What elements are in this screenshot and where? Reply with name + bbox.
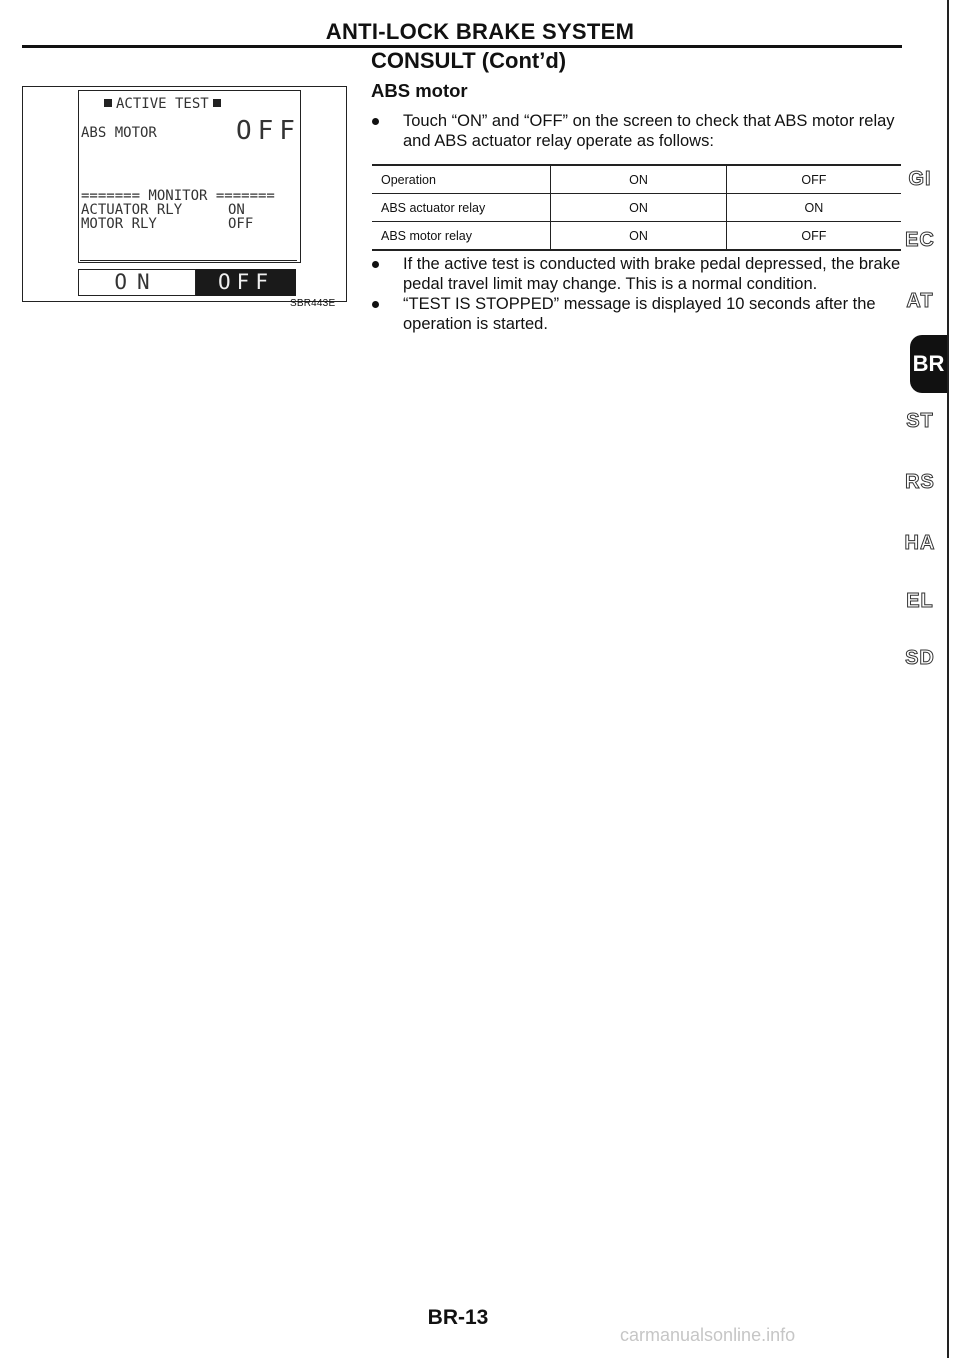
bullet-item xyxy=(403,254,903,294)
square-icon xyxy=(104,99,112,107)
test-item-label: ABS MOTOR xyxy=(81,125,157,141)
table-header-cell: OFF xyxy=(726,165,901,194)
page-number: BR-13 xyxy=(427,1306,489,1329)
monitor-header: ======= MONITOR ======= xyxy=(81,188,275,204)
table-header-row xyxy=(372,165,901,194)
watermark: carmanualsonline.info xyxy=(620,1325,796,1345)
section-title: CONSULT (Cont’d) xyxy=(371,48,567,73)
page-edge-rule xyxy=(947,0,949,1358)
side-tab-ec[interactable]: EC xyxy=(905,229,935,251)
operation-table xyxy=(372,164,901,251)
side-tab-gi[interactable]: GI xyxy=(908,168,932,190)
on-button[interactable]: ON xyxy=(78,269,196,296)
bullet-item xyxy=(403,111,903,151)
test-item-value: OFF xyxy=(236,116,301,146)
table-cell: ABS motor relay xyxy=(372,222,551,251)
monitor-row-label: ACTUATOR RLY xyxy=(81,202,183,218)
square-icon xyxy=(213,99,221,107)
bullet-text: “TEST IS STOPPED” message is displayed 10 seconds after the operation is started. xyxy=(403,295,876,333)
side-tab-sd[interactable]: SD xyxy=(905,647,935,669)
bullet-text: Touch “ON” and “OFF” on the screen to check that ABS motor relay and ABS actuator relay operate as follows: xyxy=(403,112,895,150)
side-tab-ha[interactable]: HA xyxy=(904,532,936,554)
table-cell: ON xyxy=(726,194,901,222)
monitor-row-label: MOTOR RLY xyxy=(81,216,157,232)
off-button[interactable]: OFF xyxy=(196,269,296,296)
bullet-item xyxy=(403,294,903,334)
screen-header-text: ACTIVE TEST xyxy=(116,96,209,112)
side-tab-br-active[interactable]: BR xyxy=(910,335,947,393)
side-tab-rs[interactable]: RS xyxy=(905,471,935,493)
screen-divider xyxy=(80,260,297,261)
bullet-text: If the active test is conducted with brake pedal depressed, the brake pedal travel limit may change. This is a normal condition. xyxy=(403,255,901,293)
side-tab-st[interactable]: ST xyxy=(906,410,934,432)
table-header-cell: ON xyxy=(551,165,726,194)
table-row xyxy=(372,222,901,251)
table-cell: OFF xyxy=(726,222,901,251)
side-tab-at[interactable]: AT xyxy=(906,290,934,312)
subsection-title: ABS motor xyxy=(371,80,468,101)
screen-header xyxy=(100,97,225,112)
figure-code: SBR443E xyxy=(290,298,336,309)
table-row xyxy=(372,194,901,222)
table-cell: ON xyxy=(551,222,726,251)
table-cell: ON xyxy=(551,194,726,222)
page-title: ANTI-LOCK BRAKE SYSTEM xyxy=(325,19,635,44)
table-cell: ABS actuator relay xyxy=(372,194,551,222)
monitor-row-value: ON xyxy=(228,202,245,218)
monitor-row-value: OFF xyxy=(228,216,254,232)
table-header-cell: Operation xyxy=(372,165,551,194)
side-tab-el[interactable]: EL xyxy=(906,590,934,612)
